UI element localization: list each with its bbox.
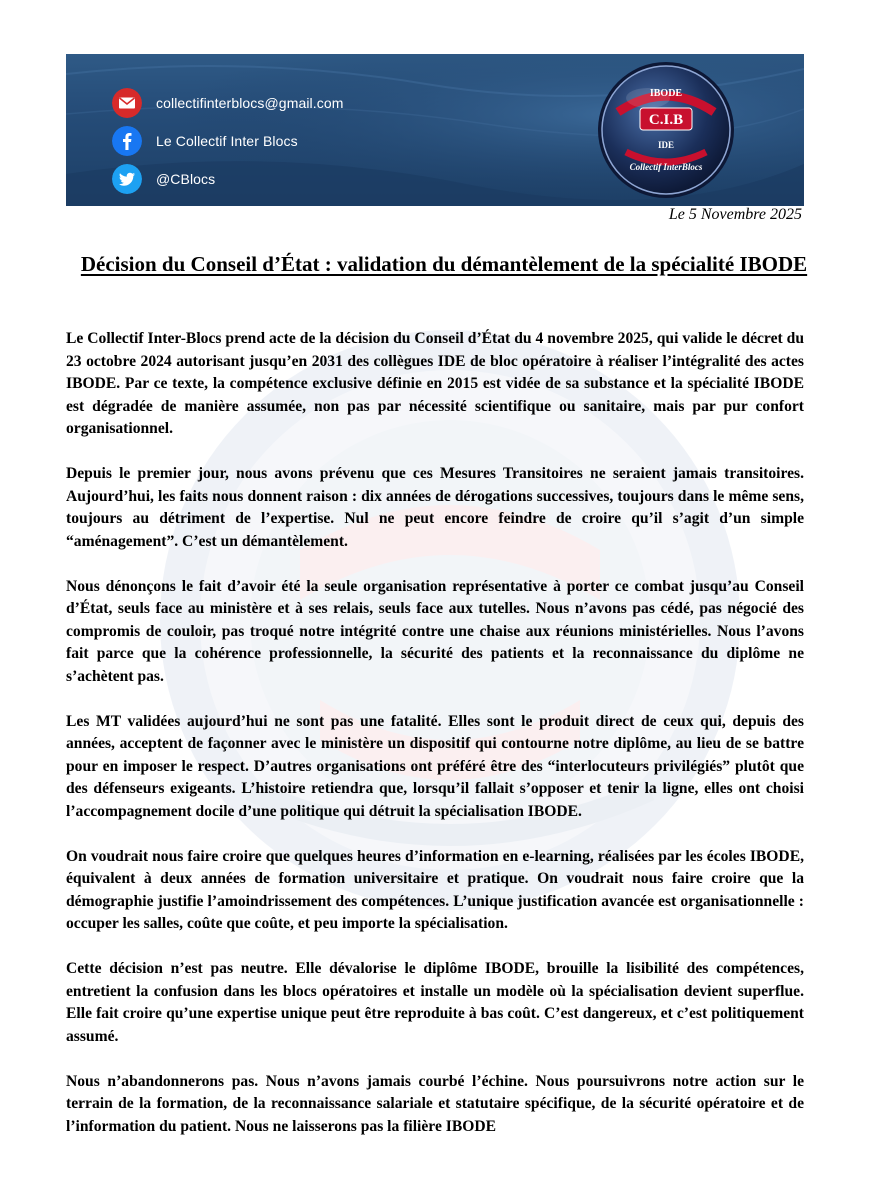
document-title: Décision du Conseil d’État : validation du démantèlement de la spécialité IBODE [80, 252, 808, 276]
document-date: Le 5 Novembre 2025 [668, 206, 802, 223]
collectif-interblocs-logo [596, 60, 736, 200]
logo-middle-text: C.I.B [648, 112, 684, 128]
logo-bottom-text: IDE [657, 140, 675, 150]
paragraph-4: Les MT validées aujourd’hui ne sont pas une fatalité. Elles sont le produit direct de ceux qui, depuis des années, acceptent de façonner avec le ministère un dispositif qui contourne notre diplôme, au lieu de se battre pour en imposer le respect. D’autres organisations ont préféré être des “interlocuteurs privilégiés” plutôt que des défenseurs exigeants. L’histoire retiendra que, lorsqu’il fallait s’opposer et tenir la ligne, elles ont choisi l’accompagnement docile d’une politique qui détruit la spécialisation IBODE. [66, 712, 804, 820]
paragraph-5: On voudrait nous faire croire que quelques heures d’information en e-learning, réalisées par les écoles IBODE, équivalent à deux années de formation universitaire et pratique. On voudrait nous faire croire que la démographie justifie l’amoindrissement des compétences. L’unique justification avancée est organisationnelle : occuper les salles, coûte que coûte, et peu importe la spécialisation. [66, 847, 804, 932]
contact-twitter-text: @CBlocs [156, 171, 216, 187]
contact-twitter[interactable] [112, 164, 215, 194]
document-body [66, 328, 804, 1161]
paragraph-7: Nous n’abandonnerons pas. Nous n’avons jamais courbé l’échine. Nous poursuivrons notre action sur le terrain de la formation, de la reconnaissance salariale et statutaire spécifique, de la sécurité opératoire et de l’information du patient. Nous ne laisserons pas la filière IBODE [66, 1072, 804, 1135]
header-banner [66, 54, 804, 206]
contact-email[interactable] [112, 88, 344, 118]
paragraph-1: Le Collectif Inter-Blocs prend acte de la décision du Conseil d’État du 4 novembre 2025, qui valide le décret du 23 octobre 2024 autorisant jusqu’en 2031 des collègues IDE de bloc opératoire à réaliser l’intégralité des actes IBODE. Par ce texte, la compétence exclusive définie en 2015 est vidée de sa substance et la spécialité IBODE est dégradée de manière assumée, non pas par nécessité scientifique ou sanitaire, mais par pur confort organisationnel. [66, 330, 804, 437]
twitter-icon [112, 164, 142, 194]
contact-facebook[interactable] [112, 126, 298, 156]
paragraph-2: Depuis le premier jour, nous avons prévenu que ces Mesures Transitoires ne seraient jamais transitoires. Aujourd’hui, les faits nous donnent raison : dix années de dérogations successives, toujours dans le même sens, toujours au détriment de l’expertise. Nul ne peut encore feindre de croire qu’il s’agit d’un simple “aménagement”. C’est un démantèlement. [66, 465, 804, 550]
paragraph-3: Nous dénonçons le fait d’avoir été la seule organisation représentative à porter ce combat jusqu’au Conseil d’État, seuls face au ministère et à ses relais, seuls face aux tutelles. Nous n’avons pas cédé, pas négocié des compromis de couloir, pas troqué notre intégrité contre une chaise aux réunions ministérielles. Nous l’avons fait parce que la cohérence professionnelle, la sécurité des patients et la reconnaissance du diplôme ne s’achètent pas. [66, 577, 804, 685]
logo-top-text: IBODE [649, 88, 683, 99]
paragraph-6: Cette décision n’est pas neutre. Elle dévalorise le diplôme IBODE, brouille la lisibilité des compétences, entretient la confusion dans les blocs opératoires et installe un modèle où la spécialisation devient superflue. Elle fait croire qu’une expertise unique peut être reproduite à bas coût. C’est dangereux, et c’est politiquement assumé. [66, 960, 804, 1045]
logo-caption: Collectif InterBlocs [629, 162, 703, 172]
facebook-icon [112, 126, 142, 156]
contact-email-text: collectifinterblocs@gmail.com [156, 95, 344, 111]
contact-facebook-text: Le Collectif Inter Blocs [156, 133, 298, 149]
email-icon [112, 88, 142, 118]
